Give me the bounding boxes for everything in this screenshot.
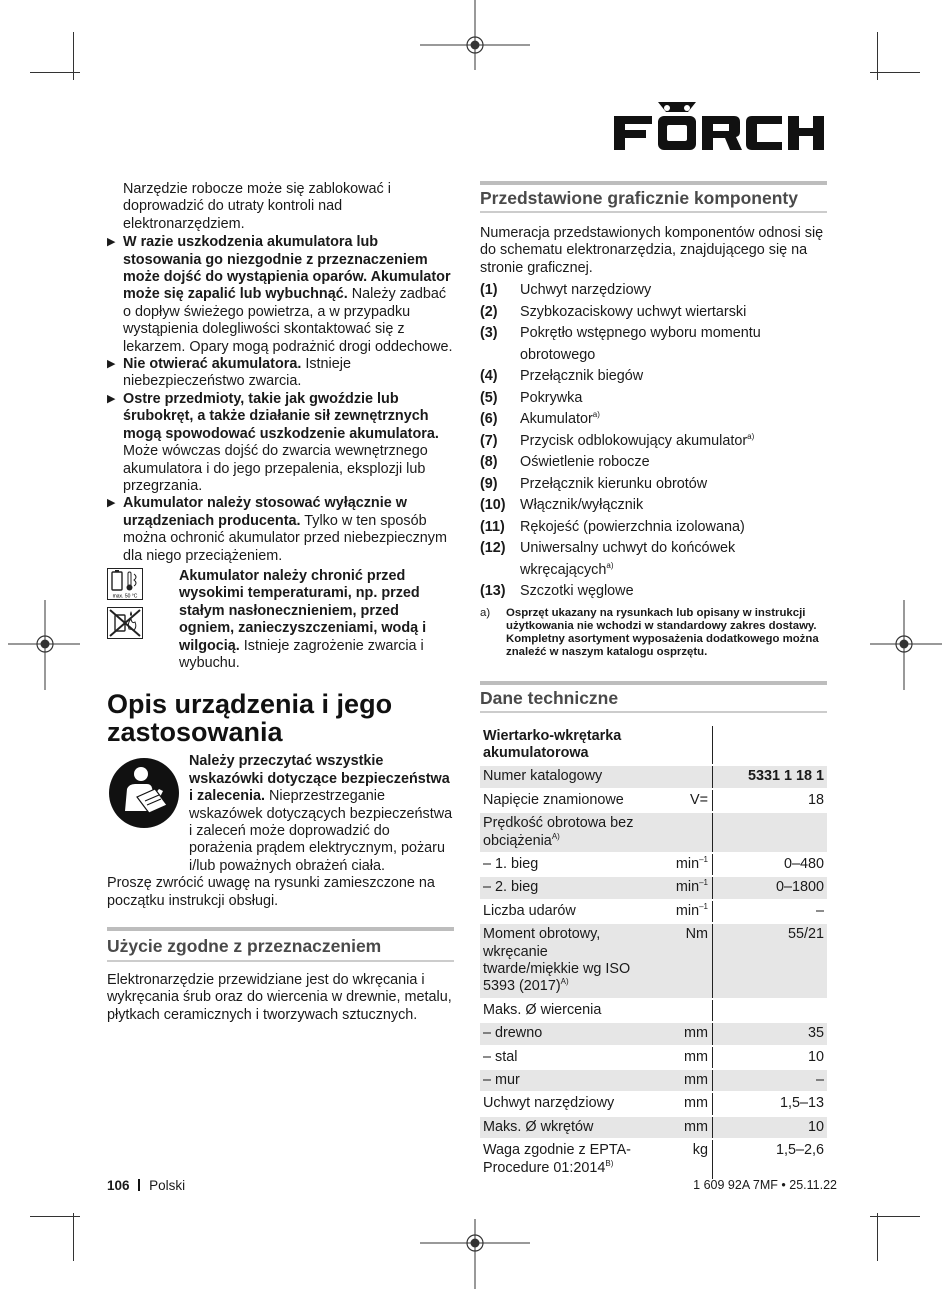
crop-mark — [73, 1213, 74, 1261]
arrow-right-icon: ▶ — [107, 392, 116, 405]
section-divider — [480, 681, 827, 685]
warning-bullet: ▶ Nie otwierać akumulatora. Istnieje niebezpieczeństwo zwarcia. — [107, 356, 351, 390]
temperature-icon — [107, 568, 143, 600]
component-number: (1) — [480, 282, 498, 299]
no-fire-water-icon — [107, 607, 143, 639]
component-label: Akumulator$^{a)}$ — [520, 410, 600, 428]
tech-row — [480, 812, 827, 853]
tech-label: – 2. bieg — [480, 876, 643, 899]
tech-row — [480, 765, 827, 788]
tech-label: – 1. bieg — [480, 853, 643, 876]
component-number: (11) — [480, 518, 505, 535]
component-number: (12) — [480, 540, 506, 557]
warning-icons — [107, 568, 179, 672]
tech-row — [480, 876, 827, 899]
tech-row — [480, 1139, 827, 1179]
crop-mark — [30, 72, 80, 73]
tech-row — [480, 1092, 827, 1115]
tech-table — [480, 726, 827, 1180]
tech-unit — [643, 812, 713, 853]
crop-mark — [30, 1216, 80, 1217]
temperature-label: max. 50 °C — [112, 593, 138, 600]
tech-row — [480, 923, 827, 999]
tech-row — [480, 999, 827, 1022]
footer-language: Polski — [149, 1178, 186, 1193]
component-number: (6) — [480, 411, 498, 428]
component-label: Rękojeść (powierzchnia izolowana) — [520, 518, 745, 535]
component-number: (13) — [480, 583, 506, 600]
component-item — [480, 581, 827, 603]
tech-table-header: Wiertarko-wkrętarka akumulatorowa — [483, 727, 622, 761]
arrow-right-icon: ▶ — [107, 358, 116, 371]
usage-text: Elektronarzędzie przewidziane jest do wkręcania i wykręcania śrub oraz do wiercenia w drewnie, metalu, płytkach ceramicznych i tworzywach sztucznych. — [107, 972, 452, 1023]
component-label: Przełącznik kierunku obrotów — [520, 475, 708, 492]
component-label: Szczotki węglowe — [520, 583, 634, 600]
component-label: Uniwersalny uchwyt do końcówek wkręcających$^{a)}$ — [520, 540, 736, 578]
tech-row — [480, 1069, 827, 1092]
component-item — [480, 495, 827, 517]
tech-unit: mm — [643, 1046, 713, 1069]
component-label: Przycisk odblokowujący akumulator$^{a)}$ — [520, 431, 755, 449]
tech-value: 10 — [713, 1116, 828, 1139]
component-item — [480, 517, 827, 539]
component-item — [480, 538, 827, 581]
tech-value: 55/21 — [713, 923, 828, 999]
crop-mark — [870, 1216, 920, 1217]
tech-label: Numer katalogowy — [480, 765, 643, 788]
page-number: 106 — [107, 1178, 130, 1193]
component-number: (9) — [480, 475, 498, 492]
components-intro: Numeracja przedstawionych komponentów odnosi się do schematu elektronarzędzia, znajdującego się na stronie graficznej. — [480, 225, 824, 276]
tech-unit — [643, 999, 713, 1022]
tech-row — [480, 853, 827, 876]
component-item — [480, 366, 827, 388]
tech-value: 35 — [713, 1022, 828, 1045]
tech-value: – — [713, 900, 828, 923]
tech-unit: mm — [643, 1116, 713, 1139]
footer-code: 1 609 92A 7MF • 25.11.22 — [693, 1178, 837, 1192]
tech-value: 18 — [713, 789, 828, 812]
battery-warning: max. 50 °C Akumulator należy chronić przed wysokimi temperaturami, np. przed stałym nasłonecznieniem, przed ogniem, zanieczyszczeniami, wodą i wilgocią. Istnieje zagrożenie zwarcia i wybuchu. — [107, 568, 454, 672]
tech-value — [713, 812, 828, 853]
component-number: (5) — [480, 389, 498, 406]
component-label: Pokrywka — [520, 389, 583, 406]
section-divider — [480, 211, 827, 213]
component-item — [480, 388, 827, 410]
component-item — [480, 474, 827, 496]
tech-unit: mm — [643, 1022, 713, 1045]
component-label: Przełącznik biegów — [520, 368, 644, 385]
tech-unit: $\min^{-1}$ — [643, 853, 713, 876]
section-divider — [107, 960, 454, 962]
tech-label: Maks. Ø wiercenia — [480, 999, 643, 1022]
tech-label: Maks. Ø wkrętów — [480, 1116, 643, 1139]
read-manual-icon — [107, 753, 179, 831]
intro-text: Narzędzie robocze może się zablokować i doprowadzić do utraty kontroli nad elektronarzędziem. — [123, 181, 391, 232]
tech-row — [480, 1116, 827, 1139]
tech-unit: kg — [643, 1139, 713, 1179]
component-number: (2) — [480, 303, 498, 320]
tech-unit: mm — [643, 1092, 713, 1115]
component-label: Szybkozaciskowy uchwyt wiertarski — [520, 303, 747, 320]
tech-title: Dane techniczne — [480, 687, 619, 708]
components-title: Przedstawione graficznie komponenty — [480, 188, 798, 208]
component-number: (4) — [480, 368, 498, 385]
tech-value: 0–1800 — [713, 876, 828, 899]
component-label: Włącznik/wyłącznik — [520, 497, 644, 514]
tech-value: 10 — [713, 1046, 828, 1069]
component-number: (7) — [480, 432, 498, 449]
tech-row — [480, 789, 827, 812]
tech-unit: mm — [643, 1069, 713, 1092]
component-item — [480, 302, 827, 324]
section-divider — [107, 927, 454, 931]
warning-bullet: ▶ W razie uszkodzenia akumulatora lub stosowania go niezgodnie z przeznaczeniem może dojść do wystąpienia oparów. Akumulator może się zapalić lub wybuchnąć. Należy zadbać o dopływ świeżego powietrza, a w przypadku wystąpienia dolegliwości skontaktować się z lekarzem. Opary mogą podrażnić drogi oddechowe. — [107, 234, 453, 355]
tech-value — [713, 999, 828, 1022]
component-label: Oświetlenie robocze — [520, 454, 650, 471]
footer-page — [107, 1178, 185, 1193]
read-manual-note: Należy przeczytać wszystkie wskazówki dotyczące bezpieczeństwa i zalecenia. Nieprzestrzeganie wskazówek dotyczących bezpieczeństwa i zaleceń może doprowadzić do porażenia prądem elektrycznym, pożaru i/lub poważnych obrażeń ciała. — [107, 753, 454, 875]
registration-mark — [420, 0, 530, 80]
tech-label: – drewno — [480, 1022, 643, 1045]
tech-value: 0–480 — [713, 853, 828, 876]
component-number: (3) — [480, 325, 498, 342]
tech-label: Moment obrotowy, wkręcanie twarde/miękkie wg ISO 5393 $(2017)^{A)}$ — [480, 923, 643, 999]
arrow-right-icon: ▶ — [107, 497, 116, 510]
tech-value: – — [713, 1069, 828, 1092]
tech-label: – mur — [480, 1069, 643, 1092]
tech-row — [480, 1022, 827, 1045]
component-label: Pokrętło wstępnego wyboru momentu obrotowego — [520, 325, 761, 363]
registration-mark — [420, 1209, 530, 1289]
component-number: (10) — [480, 497, 506, 514]
figures-note: Proszę zwrócić uwagę na rysunki zamieszczone na początku instrukcji obsługi. — [107, 875, 435, 909]
tech-label: Napięcie znamionowe — [480, 789, 643, 812]
tech-unit — [643, 765, 713, 788]
warning-bullet: ▶ Ostre przedmioty, takie jak gwoździe lub śrubokręt, a także działanie sił zewnętrznych mogą spowodować uszkodzenie akumulatora. Może wówczas dojść do zwarcia wewnętrznego akumulatora i do jego przepalenia, eksplozji lub przegrzania. — [107, 390, 439, 494]
tech-row — [480, 900, 827, 923]
arrow-right-icon: ▶ — [107, 236, 116, 249]
tech-label: Liczba udarów — [480, 900, 643, 923]
tech-label: Uchwyt narzędziowy — [480, 1092, 643, 1115]
tech-unit: $\min^{-1}$ — [643, 900, 713, 923]
section-title: Opis urządzenia i jego zastosowania — [107, 689, 393, 748]
footer-separator — [138, 1179, 140, 1191]
section-divider — [480, 181, 827, 185]
component-number: (8) — [480, 454, 498, 471]
tech-value: 1,5–13 — [713, 1092, 828, 1115]
crop-mark — [870, 72, 920, 73]
tech-label: – stal — [480, 1046, 643, 1069]
usage-title: Użycie zgodne z przeznaczeniem — [107, 936, 382, 957]
registration-mark — [0, 600, 80, 690]
registration-mark — [870, 600, 950, 690]
tech-value: 1,5–2,6 — [713, 1139, 828, 1179]
component-label: Uchwyt narzędziowy — [520, 282, 652, 299]
crop-mark — [877, 1213, 878, 1261]
tech-unit: V= — [643, 789, 713, 812]
forch-logo — [612, 100, 826, 152]
right-column — [480, 181, 827, 1179]
footnote: a) Osprzęt ukazany na rysunkach lub opisany w instrukcji użytkowania nie wchodzi w standardowy zakres dostawy. Kompletny asortyment wyposażenia dodatkowego można znaleźć w naszym katalogu osprzętu. — [480, 606, 819, 659]
component-item — [480, 431, 827, 453]
tech-label: Waga zgodnie z EPTA-Procedure $01:2014^{B)}$ — [480, 1139, 643, 1179]
components-list — [480, 280, 827, 603]
left-column — [107, 181, 454, 1024]
component-item — [480, 409, 827, 431]
tech-label: Prędkość obrotowa bez obciążenia$^{A)}$ — [480, 812, 643, 853]
tech-unit: Nm — [643, 923, 713, 999]
warning-bullet: ▶ Akumulator należy stosować wyłącznie w urządzeniach producenta. Tylko w ten sposób można ochronić akumulator przed niebezpiecznym dla niego przeciążeniem. — [107, 495, 447, 564]
component-item — [480, 452, 827, 474]
component-item — [480, 280, 827, 302]
tech-value: 5331 1 18 1 — [713, 765, 828, 788]
section-divider — [480, 711, 827, 713]
tech-row — [480, 1046, 827, 1069]
tech-unit: $\min^{-1}$ — [643, 876, 713, 899]
component-item — [480, 323, 827, 366]
